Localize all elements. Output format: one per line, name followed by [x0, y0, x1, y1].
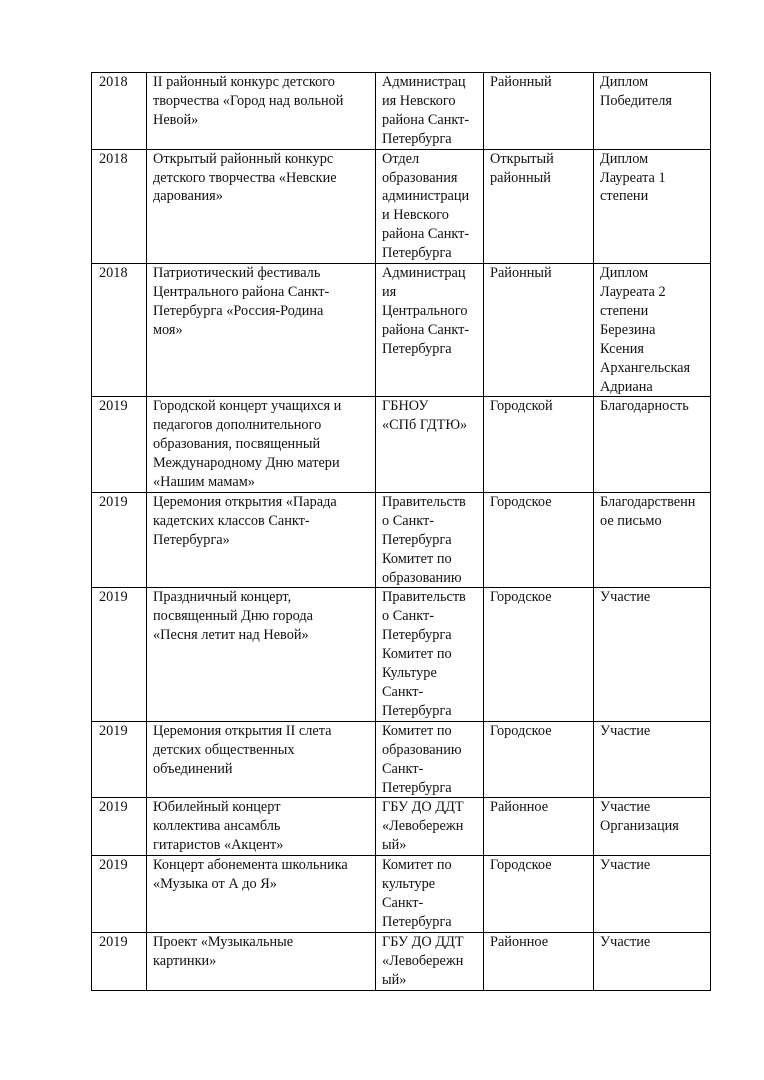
table-row — [92, 856, 711, 933]
awards-table — [91, 72, 711, 991]
level-cell: Районный — [484, 264, 594, 397]
result-cell: Участие Организация — [594, 798, 711, 856]
result-cell: Участие — [594, 856, 711, 933]
table-row — [92, 149, 711, 263]
organizer-cell: Комитет по образованию Санкт- Петербурга — [376, 721, 484, 798]
result-cell: Благодарственн ое письмо — [594, 492, 711, 588]
year-cell: 2019 — [92, 856, 147, 933]
organizer-cell: Правительств о Санкт- Петербурга Комитет по образованию — [376, 492, 484, 588]
year-cell: 2019 — [92, 798, 147, 856]
year-cell: 2018 — [92, 149, 147, 263]
level-cell: Городское — [484, 721, 594, 798]
year-cell: 2019 — [92, 397, 147, 493]
event-cell: Открытый районный конкурс детского творчества «Невские дарования» — [147, 149, 376, 263]
result-cell: Диплом Победителя — [594, 73, 711, 150]
level-cell: Городское — [484, 492, 594, 588]
table-row — [92, 721, 711, 798]
year-cell: 2019 — [92, 588, 147, 721]
result-cell: Диплом Лауреата 2 степени Березина Ксения Архангельская Адриана — [594, 264, 711, 397]
organizer-cell: ГБНОУ «СПб ГДТЮ» — [376, 397, 484, 493]
event-cell: Церемония открытия «Парада кадетских классов Санкт- Петербурга» — [147, 492, 376, 588]
organizer-cell: ГБУ ДО ДДТ «Левобережн ый» — [376, 798, 484, 856]
level-cell: Районное — [484, 932, 594, 990]
year-cell: 2019 — [92, 932, 147, 990]
organizer-cell: ГБУ ДО ДДТ «Левобережн ый» — [376, 932, 484, 990]
result-cell: Участие — [594, 588, 711, 721]
table-row — [92, 73, 711, 150]
result-cell: Участие — [594, 721, 711, 798]
event-cell: Концерт абонемента школьника «Музыка от А до Я» — [147, 856, 376, 933]
result-cell: Благодарность — [594, 397, 711, 493]
table-row — [92, 798, 711, 856]
event-cell: Патриотический фестиваль Центрального района Санкт- Петербурга «Россия-Родина моя» — [147, 264, 376, 397]
event-cell: Проект «Музыкальные картинки» — [147, 932, 376, 990]
event-cell: II районный конкурс детского творчества «Город над вольной Невой» — [147, 73, 376, 150]
organizer-cell: Правительств о Санкт- Петербурга Комитет по Культуре Санкт- Петербурга — [376, 588, 484, 721]
level-cell: Открытый районный — [484, 149, 594, 263]
awards-table-body — [92, 73, 711, 991]
table-row — [92, 397, 711, 493]
event-cell: Церемония открытия II слета детских общественных объединений — [147, 721, 376, 798]
year-cell: 2019 — [92, 492, 147, 588]
organizer-cell: Администрац ия Невского района Санкт- Петербурга — [376, 73, 484, 150]
year-cell: 2018 — [92, 73, 147, 150]
result-cell: Участие — [594, 932, 711, 990]
level-cell: Городской — [484, 397, 594, 493]
year-cell: 2018 — [92, 264, 147, 397]
organizer-cell: Администрац ия Центрального района Санкт- Петербурга — [376, 264, 484, 397]
table-row — [92, 492, 711, 588]
level-cell: Городское — [484, 856, 594, 933]
table-row — [92, 932, 711, 990]
organizer-cell: Отдел образования администраци и Невского района Санкт- Петербурга — [376, 149, 484, 263]
event-cell: Юбилейный концерт коллектива ансамбль гитаристов «Акцент» — [147, 798, 376, 856]
event-cell: Городской концерт учащихся и педагогов дополнительного образования, посвященный Международному Дню матери «Нашим мамам» — [147, 397, 376, 493]
result-cell: Диплом Лауреата 1 степени — [594, 149, 711, 263]
level-cell: Районное — [484, 798, 594, 856]
organizer-cell: Комитет по культуре Санкт- Петербурга — [376, 856, 484, 933]
year-cell: 2019 — [92, 721, 147, 798]
table-row — [92, 588, 711, 721]
level-cell: Районный — [484, 73, 594, 150]
level-cell: Городское — [484, 588, 594, 721]
event-cell: Праздничный концерт, посвященный Дню города «Песня летит над Невой» — [147, 588, 376, 721]
table-row — [92, 264, 711, 397]
